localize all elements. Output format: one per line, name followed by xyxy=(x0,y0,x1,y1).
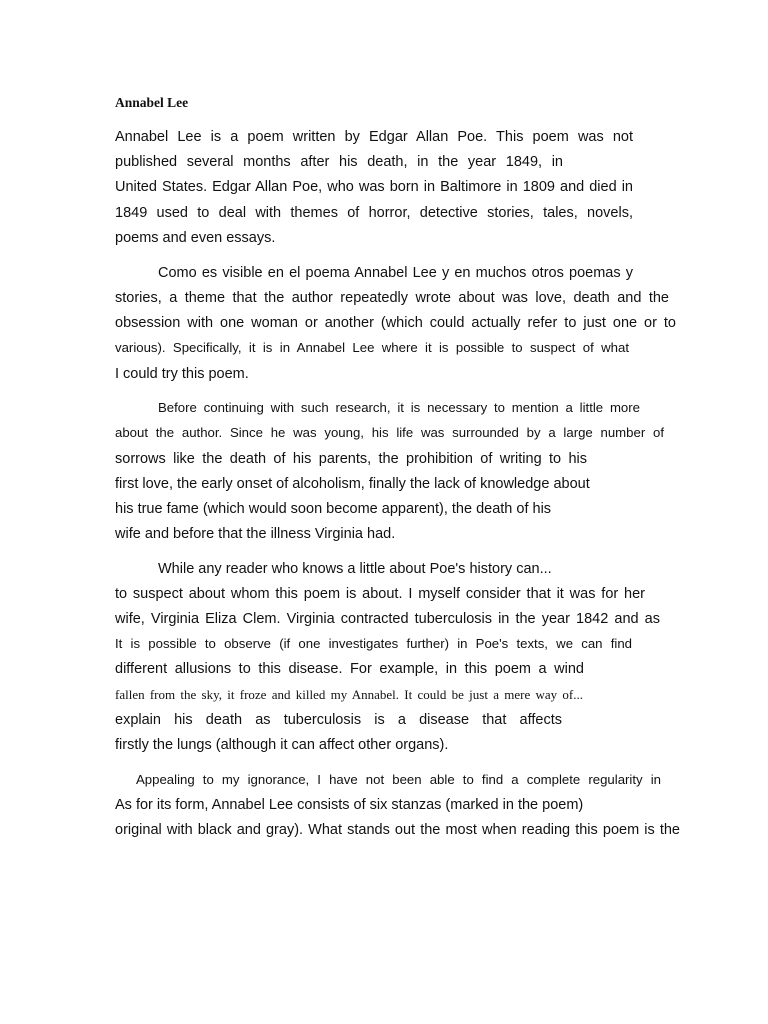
paragraph-3-line-2: about the author. Since he was young, his life was surrounded by a large number of xyxy=(115,425,664,440)
paragraph-4-line-6: fallen from the sky, it froze and killed my Annabel. It could be just a mere way of... xyxy=(115,687,583,702)
paragraph-4-line-8: firstly the lungs (although it can affect other organs). xyxy=(115,737,449,753)
paragraph-4-line-7: explain his death as tuberculosis is a disease that affects xyxy=(115,712,562,728)
document-title: Annabel Lee xyxy=(115,95,189,110)
paragraph-2-line-5: I could try this poem. xyxy=(115,366,249,382)
paragraph-4-line-3: wife, Virginia Eliza Clem. Virginia contracted tuberculosis in the year 1842 and as xyxy=(115,611,660,627)
paragraph-2-line-2: stories, a theme that the author repeatedly wrote about was love, death and the xyxy=(115,290,669,306)
paragraph-3-line-6: wife and before that the illness Virginia had. xyxy=(115,526,396,542)
paragraph-2-line-3: obsession with one woman or another (which could actually refer to just one or to xyxy=(115,315,676,331)
paragraph-4-line-5: different allusions to this disease. For example, in this poem a wind xyxy=(115,661,584,677)
paragraph-4-line-2: to suspect about whom this poem is about. I myself consider that it was for her xyxy=(115,586,645,602)
paragraph-1-line-5: poems and even essays. xyxy=(115,230,276,246)
paragraph-3-line-3: sorrows like the death of his parents, the prohibition of writing to his xyxy=(115,451,587,467)
paragraph-1-line-2: published several months after his death, in the year 1849, in xyxy=(115,154,563,170)
paragraph-2-line-1: Como es visible en el poema Annabel Lee y en muchos otros poemas y xyxy=(158,265,633,281)
paragraph-1-line-3: United States. Edgar Allan Poe, who was born in Baltimore in 1809 and died in xyxy=(115,179,633,195)
paragraph-4-line-1: While any reader who knows a little about Poe's history can... xyxy=(158,561,552,577)
paragraph-5-line-1: Appealing to my ignorance, I have not been able to find a complete regularity in xyxy=(136,772,661,787)
paragraph-3-line-4: first love, the early onset of alcoholism, finally the lack of knowledge about xyxy=(115,476,590,492)
paragraph-5-line-3: original with black and gray). What stands out the most when reading this poem is the xyxy=(115,822,680,838)
paragraph-3-line-5: his true fame (which would soon become apparent), the death of his xyxy=(115,501,552,517)
paragraph-2-line-4: various). Specifically, it is in Annabel Lee where it is possible to suspect of what xyxy=(115,340,629,355)
paragraph-1-line-1: Annabel Lee is a poem written by Edgar Allan Poe. This poem was not xyxy=(115,129,633,145)
paragraph-1-line-4: 1849 used to deal with themes of horror, detective stories, tales, novels, xyxy=(115,205,633,221)
paragraph-5-line-2: As for its form, Annabel Lee consists of six stanzas (marked in the poem) xyxy=(115,797,584,813)
paragraph-3-line-1: Before continuing with such research, it is necessary to mention a little more xyxy=(158,400,640,415)
paragraph-4-line-4: It is possible to observe (if one investigates further) in Poe's texts, we can find xyxy=(115,636,632,651)
